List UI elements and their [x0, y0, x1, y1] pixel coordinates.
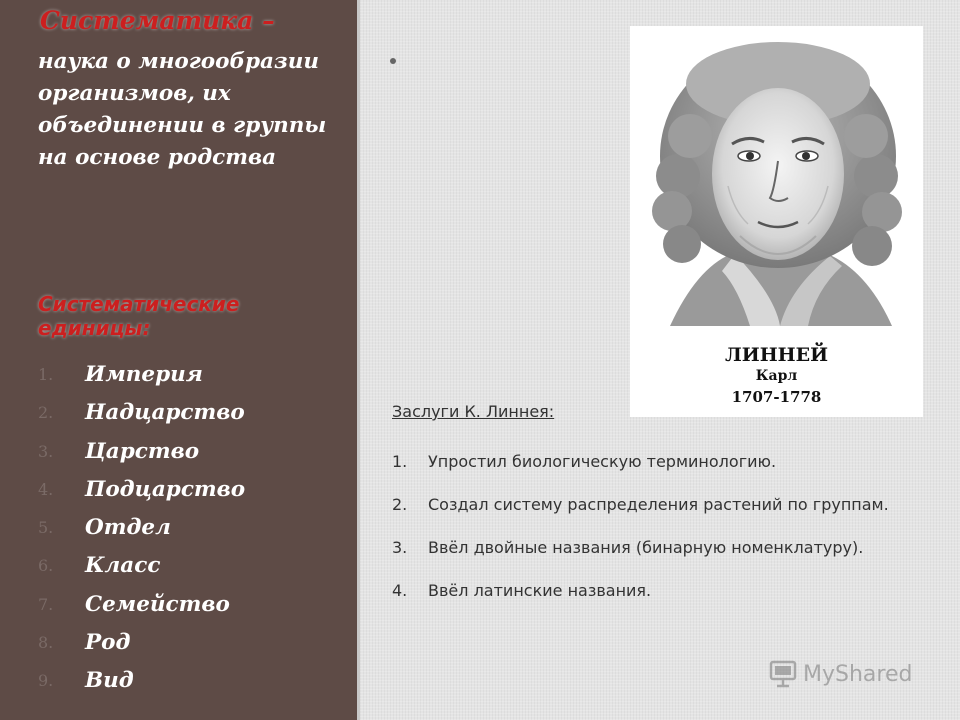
list-item-number: 7. [38, 594, 54, 614]
list-item [392, 440, 912, 483]
myshared-watermark [768, 657, 912, 691]
list-item-number: 5. [38, 518, 54, 538]
merits-list [392, 440, 912, 612]
list-item-number: 1. [38, 365, 54, 384]
merits-heading: Заслуги К. Линнея: [392, 402, 555, 421]
list-item-text: Ввёл латинские названия. [428, 581, 652, 600]
list-item-number: 2. [392, 495, 408, 514]
list-item-label: Класс [85, 553, 161, 579]
list-item-number: 6. [38, 556, 54, 576]
list-item-label: Род [85, 630, 131, 656]
list-item-label: Семейство [85, 591, 230, 617]
list-item-text: Упростил биологическую терминологию. [428, 452, 777, 471]
units-heading: Систематические единицы: [38, 292, 240, 340]
list-item-number: 4. [392, 581, 408, 600]
list-item [392, 526, 912, 569]
list-item-number: 2. [38, 403, 54, 423]
list-item-label: Вид [85, 668, 134, 694]
portrait-first-name: Карл [755, 368, 798, 384]
watermark-text: MyShared [803, 661, 913, 687]
list-item [392, 569, 912, 612]
list-item-number: 4. [38, 479, 54, 499]
portrait-name: ЛИННЕЙ [724, 344, 829, 366]
list-item-label: Отдел [85, 515, 171, 541]
list-item-number: 3. [392, 538, 408, 557]
presentation-board-icon [768, 659, 798, 689]
list-item-number: 8. [38, 633, 54, 653]
list-item-label: Подцарство [85, 476, 246, 502]
list-item [392, 483, 912, 526]
list-item-label: Империя [85, 362, 203, 387]
left-panel [0, 0, 357, 720]
bullet-point [390, 58, 396, 64]
list-item-text: Ввёл двойные названия (бинарную номенклатуру). [428, 538, 864, 557]
list-item-label: Царство [85, 438, 200, 464]
list-item-label: Надцарство [85, 400, 245, 426]
list-item-number: 1. [392, 452, 408, 471]
linnaeus-portrait-image [630, 26, 923, 346]
list-item-number: 9. [38, 671, 54, 691]
portrait-card [630, 26, 923, 417]
list-item-number: 3. [38, 441, 54, 461]
portrait-years: 1707-1778 [731, 388, 822, 406]
list-item-text: Создал систему распределения растений по группам. [428, 495, 889, 514]
term-title: Систематика – [40, 6, 275, 35]
term-definition: наука о многообразии организмов, их объединении в группы на основе родства [38, 49, 327, 170]
